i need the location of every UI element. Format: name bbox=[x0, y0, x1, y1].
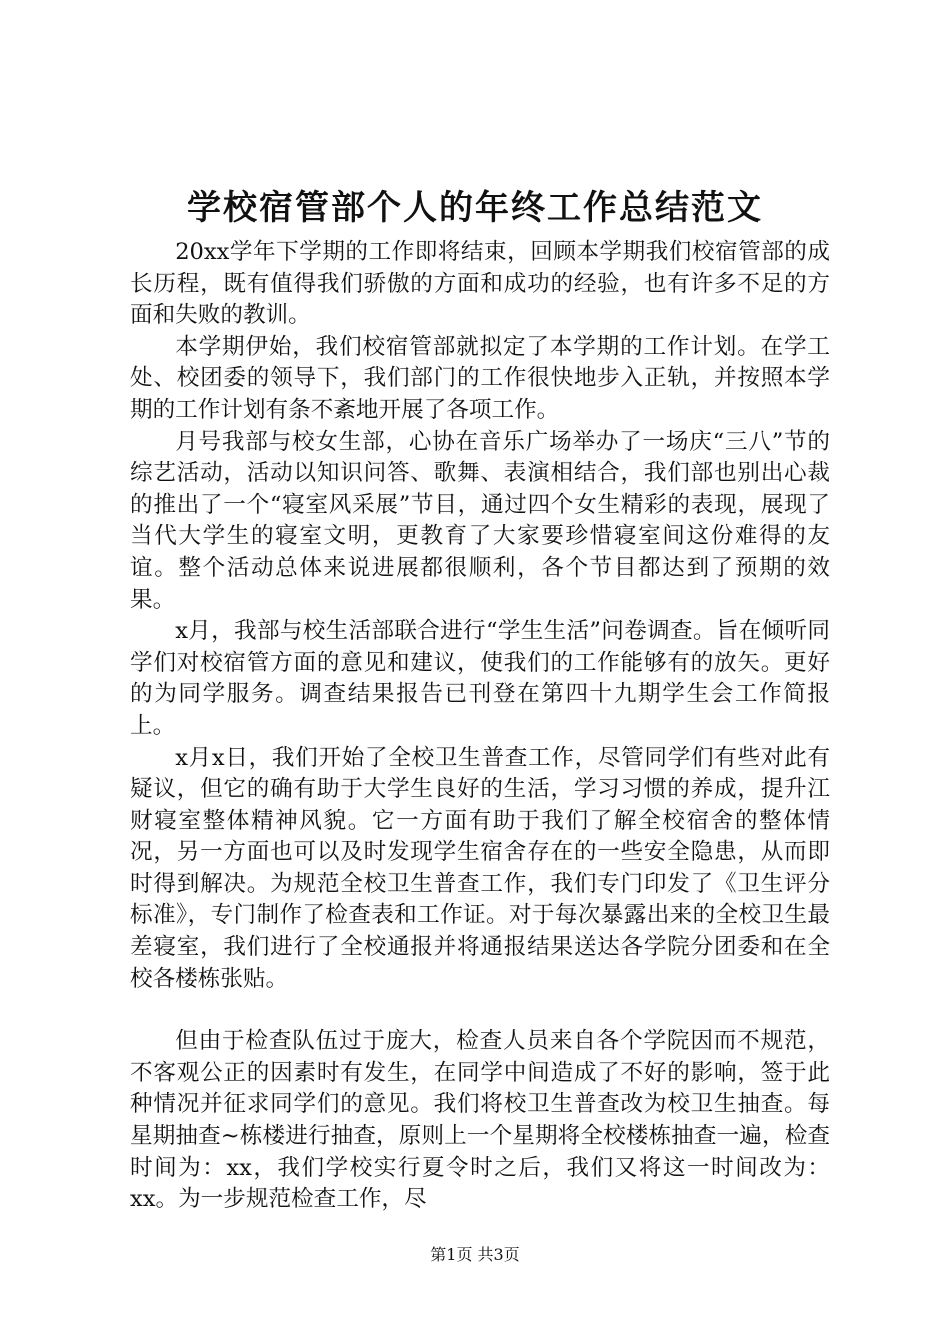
page-footer: 第1页 共3页 bbox=[430, 1245, 520, 1264]
paragraph: 但由于检查队伍过于庞大，检查人员来自各个学院因而不规范，不客观公正的因素时有发生，在同学中间造成了不好的影响，签于此种情况并征求同学们的意见。我们将校卫生普查改为校卫生抽查。每星期抽查~栋楼进行抽查，原则上一个星期将全校楼栋抽查一遍，检查时间为：xx，我们学校实行夏令时之后，我们又将这一时间改为：xx。为一步规范检查工作，尽 bbox=[130, 1028, 830, 1213]
paragraph: 20xx学年下学期的工作即将结束，回顾本学期我们校宿管部的成长历程，既有值得我们骄傲的方面和成功的经验，也有许多不足的方面和失败的教训。 bbox=[130, 239, 830, 329]
paragraph: x月x日，我们开始了全校卫生普查工作，尽管同学们有些对此有疑议，但它的确有助于大学生良好的生活，学习习惯的养成，提升江财寝室整体精神风貌。它一方面有助于我们了解全校宿舍的整体情况，另一方面也可以及时发现学生宿舍存在的一些安全隐患，从而即时得到解决。为规范全校卫生普查工作，我们专门印发了《卫生评分标准》，专门制作了检查表和工作证。对于每次暴露出来的全校卫生最差寝室，我们进行了全校通报并将通报结果送达各学院分团委和在全校各楼栋张贴。 bbox=[130, 744, 830, 992]
document-title: 学校宿管部个人的年终工作总结范文 bbox=[187, 188, 763, 228]
paragraph: x月，我部与校生活部联合进行“学生生活”问卷调查。旨在倾听同学们对校宿管方面的意见和建议，使我们的工作能够有的放矢。更好的为同学服务。调查结果报告已刊登在第四十九期学生会工作简报上。 bbox=[130, 618, 830, 739]
document-body bbox=[130, 237, 830, 1216]
paragraph: 本学期伊始，我们校宿管部就拟定了本学期的工作计划。在学工处、校团委的领导下，我们部门的工作很快地步入正轨，并按照本学期的工作计划有条不紊地开展了各项工作。 bbox=[130, 333, 830, 423]
paragraph: 月号我部与校女生部，心协在音乐广场举办了一场庆“三八”节的综艺活动，活动以知识问答、歌舞、表演相结合，我们部也别出心裁的推出了一个“寝室风采展”节目，通过四个女生精彩的表现，展现了当代大学生的寝室文明，更教育了大家要珍惜寝室间这份难得的友谊。整个活动总体来说进展都很顺利，各个节目都达到了预期的效果。 bbox=[130, 428, 830, 613]
